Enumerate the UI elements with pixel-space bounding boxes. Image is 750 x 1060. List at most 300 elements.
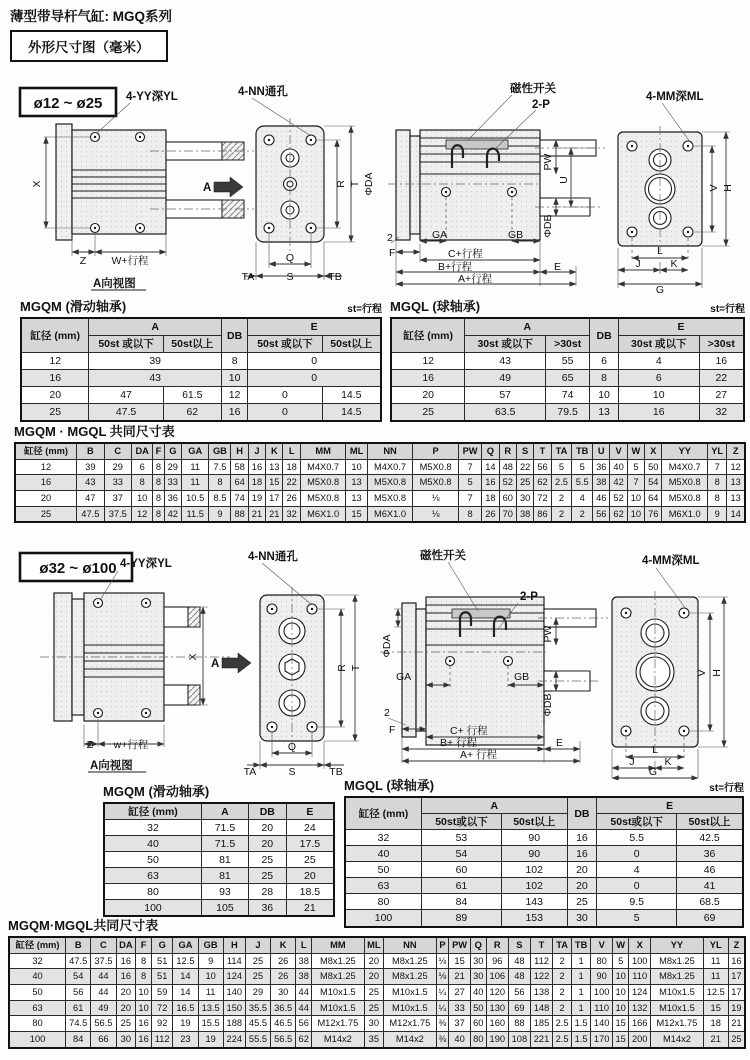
- data-cell: 13: [727, 475, 745, 491]
- dim-pw: PW: [542, 153, 554, 171]
- data-cell: 25: [728, 1032, 745, 1048]
- callout-nn-hole: 4-NN通孔: [248, 551, 298, 563]
- data-cell: 47.5: [66, 953, 91, 969]
- data-cell: M8x1.25: [384, 953, 436, 969]
- column-header: L: [283, 443, 300, 459]
- data-cell: 25: [21, 404, 89, 422]
- dim-t: T: [350, 664, 362, 672]
- data-cell: 69: [508, 1000, 530, 1016]
- data-cell: 50: [345, 862, 422, 878]
- column-header: MM: [312, 937, 364, 953]
- column-header: DB: [590, 318, 619, 353]
- data-cell: 27: [699, 387, 744, 404]
- data-cell: M5X0.8: [662, 475, 708, 491]
- data-cell: 32: [283, 506, 300, 522]
- data-cell: 13: [266, 459, 283, 475]
- column-header: B: [77, 443, 104, 459]
- data-cell: 8: [209, 475, 231, 491]
- column-header: YL: [703, 937, 728, 953]
- data-cell: M6X1.0: [300, 506, 346, 522]
- dim-l: L: [657, 245, 663, 257]
- data-cell: 4: [572, 491, 593, 507]
- column-header: YY: [662, 443, 708, 459]
- data-cell: M8x1.25: [312, 953, 364, 969]
- data-cell: 47: [89, 387, 163, 404]
- dim-j: J: [629, 756, 635, 768]
- column-header: DB: [567, 797, 597, 830]
- data-cell: M10x1.5: [312, 985, 364, 1001]
- data-cell: 20: [21, 387, 89, 404]
- data-cell: 89: [422, 910, 502, 927]
- data-cell: 63.5: [465, 404, 546, 422]
- data-cell: M10x1.5: [384, 985, 436, 1001]
- data-cell: 37: [104, 491, 131, 507]
- data-cell: 64: [645, 491, 662, 507]
- data-cell: 30: [116, 1032, 136, 1048]
- data-cell: 12: [15, 459, 77, 475]
- data-cell: 74: [231, 491, 248, 507]
- data-cell: 224: [223, 1032, 245, 1048]
- column-header: T: [534, 443, 551, 459]
- column-header: P: [413, 443, 459, 459]
- column-header: GA: [173, 937, 198, 953]
- data-cell: 61: [66, 1000, 91, 1016]
- data-cell: ⅛: [436, 953, 449, 969]
- dim-e: E: [554, 261, 562, 273]
- page-title: 薄型带导杆气缸: MGQ系列: [10, 9, 172, 24]
- mgql-table-2: [344, 796, 744, 928]
- data-cell: 56: [534, 459, 551, 475]
- data-cell: 20: [116, 985, 136, 1001]
- data-cell: 80: [591, 953, 613, 969]
- data-cell: ¼: [436, 985, 449, 1001]
- data-cell: 63: [104, 868, 202, 884]
- dim-tb: TB: [329, 766, 343, 778]
- dim-w-stroke: W+行程: [111, 255, 149, 267]
- side-view: [380, 562, 608, 763]
- data-cell: ⅛: [413, 491, 459, 507]
- column-header: ML: [364, 937, 384, 953]
- data-cell: 62: [610, 506, 627, 522]
- table-row: [391, 404, 744, 422]
- column-header: 缸径 (mm): [15, 443, 77, 459]
- data-cell: 18: [248, 475, 265, 491]
- data-cell: 45.5: [245, 1016, 270, 1032]
- data-cell: 21: [728, 1016, 745, 1032]
- dim-h: H: [722, 184, 734, 192]
- data-cell: 50: [470, 1000, 486, 1016]
- data-cell: 62: [534, 475, 551, 491]
- data-cell: 14: [173, 969, 198, 985]
- data-cell: 112: [152, 1032, 173, 1048]
- column-header: G: [164, 443, 181, 459]
- data-cell: 11: [703, 969, 728, 985]
- data-cell: 10.5: [181, 491, 208, 507]
- data-cell: 26: [271, 953, 296, 969]
- data-cell: 56: [66, 985, 91, 1001]
- column-header: H: [231, 443, 248, 459]
- data-cell: M14x2: [384, 1032, 436, 1048]
- data-cell: 221: [530, 1032, 552, 1048]
- dim-c-stroke: C+ 行程: [450, 725, 488, 737]
- common-dimensions-block-1: [14, 421, 746, 523]
- column-header: DA: [116, 937, 136, 953]
- data-cell: 12: [132, 506, 153, 522]
- column-header: X: [629, 937, 651, 953]
- column-header: TA: [551, 443, 572, 459]
- column-header: 30st 或以下: [465, 336, 546, 353]
- data-cell: 43: [465, 353, 546, 370]
- column-header: V: [591, 937, 613, 953]
- table-row: [345, 830, 743, 846]
- data-cell: 88: [231, 506, 248, 522]
- callout-2p-port: 2-P: [520, 591, 538, 603]
- data-cell: 20: [15, 491, 77, 507]
- data-cell: 5.5: [597, 830, 677, 846]
- data-cell: 16: [618, 404, 699, 422]
- data-cell: 16.5: [173, 1000, 198, 1016]
- section-heading-box: 外形尺寸图（毫米）: [10, 30, 168, 62]
- data-cell: 1.5: [572, 1032, 591, 1048]
- dim-q: Q: [287, 741, 297, 753]
- column-header: PW: [449, 937, 470, 953]
- table-row: [21, 404, 381, 422]
- column-header: G: [152, 937, 173, 953]
- data-cell: 25: [245, 953, 270, 969]
- data-cell: 0: [248, 387, 322, 404]
- data-cell: 19: [248, 491, 265, 507]
- data-cell: 16: [567, 846, 597, 862]
- table-header-row: [15, 443, 745, 459]
- column-header: NN: [384, 937, 436, 953]
- data-cell: 15: [613, 1032, 629, 1048]
- data-cell: 16: [728, 953, 745, 969]
- data-cell: 10: [613, 985, 629, 1001]
- data-cell: 110: [591, 1000, 613, 1016]
- column-header: 缸径 (mm): [21, 318, 89, 353]
- data-cell: 43: [77, 475, 104, 491]
- dim-z: Z: [79, 255, 87, 267]
- data-cell: 11: [198, 985, 223, 1001]
- data-cell: 16: [116, 969, 136, 985]
- column-header: R: [486, 937, 508, 953]
- table-header-row: [345, 797, 743, 814]
- data-cell: 18: [283, 459, 300, 475]
- data-cell: M12x1.75: [384, 1016, 436, 1032]
- column-header: 50st以上: [677, 814, 743, 830]
- data-cell: 10: [627, 506, 644, 522]
- data-cell: 108: [508, 1032, 530, 1048]
- data-cell: 32: [699, 404, 744, 422]
- dim-pw: PW: [542, 625, 554, 643]
- table-header-row: [21, 318, 381, 336]
- data-cell: 106: [486, 969, 508, 985]
- view-a-direction-arrow: [214, 177, 243, 197]
- data-cell: 71.5: [202, 836, 249, 852]
- data-cell: 25: [567, 894, 597, 910]
- data-cell: 18: [703, 1016, 728, 1032]
- mgql-ball-bearing-block-1: [390, 296, 745, 422]
- data-cell: M8x1.25: [651, 953, 703, 969]
- data-cell: 100: [629, 953, 651, 969]
- table-row: [104, 900, 334, 917]
- column-header: A: [465, 318, 590, 336]
- front-view: [44, 103, 254, 290]
- data-cell: 36: [164, 491, 181, 507]
- data-cell: 14: [482, 459, 499, 475]
- table-title: MGQL (球轴承): [390, 299, 481, 314]
- column-header: E: [597, 797, 743, 814]
- data-cell: 56: [296, 1016, 312, 1032]
- common-dimensions-block-2: [8, 915, 746, 1049]
- column-header: >30st: [699, 336, 744, 353]
- data-cell: 138: [530, 985, 552, 1001]
- column-header: C: [104, 443, 131, 459]
- data-cell: 114: [223, 953, 245, 969]
- data-cell: 44: [296, 1000, 312, 1016]
- data-cell: 10: [613, 969, 629, 985]
- data-cell: ⅜: [436, 1016, 449, 1032]
- table-row: [9, 969, 745, 985]
- data-cell: 38: [296, 953, 312, 969]
- callout-mag-switch: 磁性开关: [510, 83, 556, 95]
- data-cell: 4: [597, 862, 677, 878]
- column-header: 30st 或以下: [618, 336, 699, 353]
- stroke-note: st=行程: [710, 304, 745, 315]
- data-cell: 38: [516, 506, 533, 522]
- data-cell: 30: [470, 969, 486, 985]
- dim-f: F: [389, 724, 396, 736]
- data-cell: 14: [173, 985, 198, 1001]
- data-cell: 9.5: [597, 894, 677, 910]
- data-cell: 5: [572, 459, 593, 475]
- data-cell: 50: [9, 985, 66, 1001]
- data-cell: 188: [223, 1016, 245, 1032]
- dim-v: V: [696, 669, 708, 677]
- data-cell: 10: [136, 1000, 152, 1016]
- view-a-caption: A向视图: [93, 278, 136, 290]
- data-cell: 18: [482, 491, 499, 507]
- data-cell: 100: [345, 910, 422, 927]
- data-cell: 13: [727, 491, 745, 507]
- data-cell: 8: [153, 459, 164, 475]
- data-cell: 19: [198, 1032, 223, 1048]
- data-cell: 8: [136, 953, 152, 969]
- data-cell: 6: [618, 370, 699, 387]
- dim-gb: GB: [508, 229, 524, 241]
- dim-2: 2: [384, 707, 390, 719]
- dim-da: ΦDA: [381, 634, 393, 658]
- data-cell: 80: [470, 1032, 486, 1048]
- data-cell: 60: [422, 862, 502, 878]
- column-header: L: [296, 937, 312, 953]
- data-cell: 10: [136, 985, 152, 1001]
- data-cell: 25: [15, 506, 77, 522]
- data-cell: 2.5: [553, 1032, 572, 1048]
- data-cell: 124: [223, 969, 245, 985]
- data-cell: 42: [164, 506, 181, 522]
- data-cell: 21: [266, 506, 283, 522]
- data-cell: 46.5: [271, 1016, 296, 1032]
- data-cell: 13: [346, 475, 367, 491]
- data-cell: M8x1.25: [312, 969, 364, 985]
- column-header: 50st以上: [501, 814, 567, 830]
- data-cell: 0: [248, 404, 322, 422]
- data-cell: 32: [345, 830, 422, 846]
- data-cell: 62: [163, 404, 221, 422]
- table-row: [15, 475, 745, 491]
- dim-s: S: [286, 271, 294, 283]
- data-cell: 16: [136, 1032, 152, 1048]
- dim-s: S: [288, 766, 296, 778]
- data-cell: 20: [567, 862, 597, 878]
- data-cell: 36: [248, 900, 286, 917]
- table-row: [391, 387, 744, 404]
- data-cell: 32: [9, 953, 66, 969]
- data-cell: 15: [266, 475, 283, 491]
- data-cell: 170: [591, 1032, 613, 1048]
- data-cell: 37: [449, 1016, 470, 1032]
- data-cell: ⅛: [436, 969, 449, 985]
- column-header: GA: [181, 443, 208, 459]
- data-cell: 7.5: [209, 459, 231, 475]
- data-cell: 8: [136, 969, 152, 985]
- data-cell: 52: [499, 475, 516, 491]
- data-cell: 1: [572, 969, 591, 985]
- data-cell: 92: [152, 1016, 173, 1032]
- data-cell: 200: [629, 1032, 651, 1048]
- view-a-arrow-label: A: [211, 658, 220, 670]
- dim-u: U: [558, 176, 570, 184]
- data-cell: 1: [572, 1000, 591, 1016]
- table-row: [104, 836, 334, 852]
- dim-r: R: [335, 180, 347, 188]
- data-cell: 8: [708, 491, 727, 507]
- data-cell: 65: [546, 370, 590, 387]
- data-cell: 100: [9, 1032, 66, 1048]
- data-cell: 47.5: [89, 404, 163, 422]
- data-cell: 166: [629, 1016, 651, 1032]
- column-header: Q: [482, 443, 499, 459]
- data-cell: 9: [209, 506, 231, 522]
- data-cell: 10: [198, 969, 223, 985]
- column-header: J: [245, 937, 270, 953]
- data-cell: 132: [629, 1000, 651, 1016]
- data-cell: 25: [516, 475, 533, 491]
- stroke-note: st=行程: [347, 304, 382, 315]
- data-cell: 40: [610, 459, 627, 475]
- data-cell: 43: [89, 370, 222, 387]
- data-cell: 6: [132, 459, 153, 475]
- data-cell: 39: [89, 353, 222, 370]
- column-header: W: [613, 937, 629, 953]
- data-cell: 22: [283, 475, 300, 491]
- data-cell: 16: [699, 353, 744, 370]
- column-header: 缸径 (mm): [9, 937, 66, 953]
- data-cell: M5X0.8: [367, 475, 413, 491]
- table-row: [391, 353, 744, 370]
- data-cell: 16: [15, 475, 77, 491]
- data-cell: 37.5: [91, 953, 116, 969]
- data-cell: 40: [9, 969, 66, 985]
- table-row: [15, 491, 745, 507]
- column-header: TA: [553, 937, 572, 953]
- data-cell: 25: [364, 985, 384, 1001]
- data-cell: 20: [116, 1000, 136, 1016]
- data-cell: 2: [553, 1000, 572, 1016]
- data-cell: 61.5: [163, 387, 221, 404]
- data-cell: M4X0.7: [300, 459, 346, 475]
- data-cell: 8: [153, 506, 164, 522]
- data-cell: 72: [534, 491, 551, 507]
- data-cell: 54: [66, 969, 91, 985]
- mgqm-table-2: [103, 802, 335, 917]
- column-header: Z: [727, 443, 745, 459]
- data-cell: 16: [21, 370, 89, 387]
- data-cell: 25: [364, 1000, 384, 1016]
- table-row: [9, 1032, 745, 1048]
- data-cell: 12: [21, 353, 89, 370]
- data-cell: 2: [553, 953, 572, 969]
- data-cell: ⅜: [436, 1032, 449, 1048]
- data-cell: 5: [613, 953, 629, 969]
- data-cell: 5: [551, 459, 572, 475]
- data-cell: 19: [728, 1000, 745, 1016]
- table-row: [345, 862, 743, 878]
- data-cell: 20: [567, 878, 597, 894]
- dim-tb: TB: [328, 271, 342, 283]
- data-cell: 2.5: [553, 1016, 572, 1032]
- data-cell: 44: [91, 969, 116, 985]
- data-cell: 63: [345, 878, 422, 894]
- column-header: DB: [221, 318, 247, 353]
- data-cell: 62: [296, 1032, 312, 1048]
- data-cell: 10: [627, 491, 644, 507]
- data-cell: 40: [449, 1032, 470, 1048]
- data-cell: M5X0.8: [300, 475, 346, 491]
- data-cell: 16: [116, 953, 136, 969]
- data-cell: 90: [591, 969, 613, 985]
- data-cell: 120: [486, 985, 508, 1001]
- data-cell: 8: [458, 506, 481, 522]
- data-cell: 9: [198, 953, 223, 969]
- column-header: 缸径 (mm): [104, 803, 202, 820]
- data-cell: 22: [699, 370, 744, 387]
- data-cell: 140: [591, 1016, 613, 1032]
- data-cell: 36: [677, 846, 743, 862]
- table-header-row: [9, 937, 745, 953]
- data-cell: 102: [501, 878, 567, 894]
- callout-yy-tap: 4-YY深YL: [126, 91, 178, 103]
- data-cell: 46: [677, 862, 743, 878]
- data-cell: 5.5: [572, 475, 593, 491]
- data-cell: 15.5: [198, 1016, 223, 1032]
- data-cell: 29: [104, 459, 131, 475]
- data-cell: 90: [501, 830, 567, 846]
- column-header: MM: [300, 443, 346, 459]
- dim-b-stroke: B+行程: [438, 261, 473, 273]
- column-header: ML: [346, 443, 367, 459]
- common-table-1: [14, 442, 746, 523]
- data-cell: 6: [590, 353, 619, 370]
- data-cell: 29: [164, 459, 181, 475]
- data-cell: 16: [391, 370, 465, 387]
- data-cell: 80: [104, 884, 202, 900]
- column-header: 缸径 (mm): [391, 318, 465, 353]
- column-header: GB: [198, 937, 223, 953]
- column-header: 50st或以下: [597, 814, 677, 830]
- data-cell: 110: [629, 969, 651, 985]
